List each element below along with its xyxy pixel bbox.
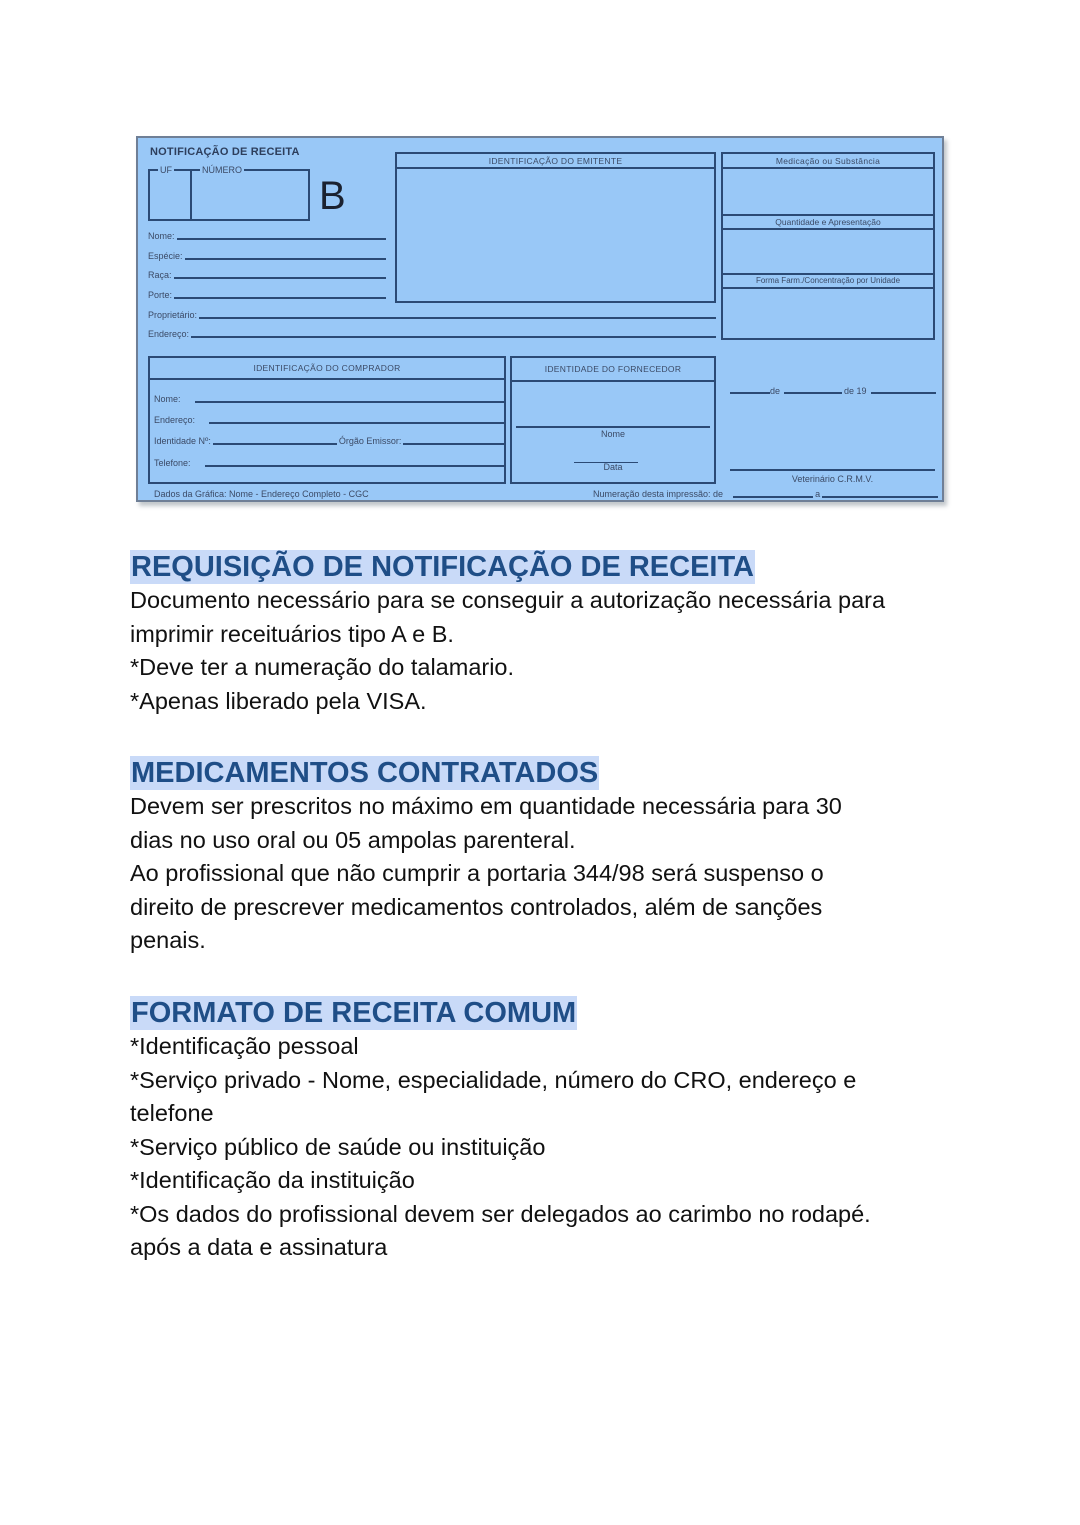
comprador-nome-label: Nome: [154,394,181,404]
fornecedor-header: IDENTIDADE DO FORNECEDOR [512,358,714,382]
date-line: de de 19 [730,386,936,396]
field-proprietario: Proprietário: [148,310,716,320]
fornecedor-box [510,356,716,484]
emitente-box [395,152,716,303]
footer-numeracao: Numeração desta impressão: de a [593,489,938,499]
field-raca: Raça: [148,270,386,280]
comprador-endereco-label: Endereço: [154,415,196,425]
field-porte: Porte: [148,290,386,300]
comprador-header: IDENTIFICAÇÃO DO COMPRADOR [150,358,504,380]
paragraph-line: imprimir receituários tipo A e B. [130,620,454,647]
field-endereco: Endereço: [148,329,716,339]
type-letter: B [319,174,346,218]
footer-grafica: Dados da Gráfica: Nome - Endereço Completo - CGC [154,489,369,499]
paragraph-line: direito de prescrever medicamentos controlados, além de sanções [130,893,823,920]
comprador-box [148,356,506,484]
section-medicamentos [130,756,960,958]
uf-numero-box [148,165,310,221]
paragraph-line: dias no uso oral ou 05 ampolas parenteral. [130,826,576,853]
paragraph-line: Devem ser prescritos no máximo em quantidade necessária para 30 [130,793,842,819]
paragraph-line: penais. [130,927,206,953]
paragraph-line: *Apenas liberado pela VISA. [130,687,427,714]
comprador-telefone-label: Telefone: [154,458,191,468]
medicacao-box [721,152,935,340]
section-formato [130,996,960,1265]
fornecedor-nome-label: Nome [600,429,625,439]
paragraph-line: *Identificação pessoal [130,1033,359,1059]
paragraph-line: *Deve ter a numeração do talamario. [130,654,515,680]
medicacao-header: Medicação ou Substância [723,154,933,169]
field-nome: Nome: [148,231,386,241]
quantidade-header: Quantidade e Apresentação [723,214,933,230]
notificacao-receita-image [136,136,944,502]
section-heading: MEDICAMENTOS CONTRATADOS [131,757,599,789]
uf-label: UF [160,165,172,175]
numero-label: NÚMERO [202,165,242,175]
paragraph-line: *Os dados do profissional devem ser delegados ao carimbo no rodapé. [130,1200,871,1227]
emitente-header: IDENTIFICAÇÃO DO EMITENTE [397,154,714,169]
field-especie: Espécie: [148,251,386,261]
paragraph-line: Documento necessário para se conseguir a autorização necessária para [130,587,886,613]
veterinario-label: Veterinário C.R.M.V. [791,474,874,484]
paragraph-line: *Identificação da instituição [130,1167,415,1193]
section-heading: REQUISIÇÃO DE NOTIFICAÇÃO DE RECEITA [131,551,754,583]
paragraph-line: Ao profissional que não cumprir a portaria 344/98 será suspenso o [130,860,824,886]
comprador-orgao-label: Órgão Emissor: [338,436,402,446]
section-requisicao [130,550,960,718]
section-heading: FORMATO DE RECEITA COMUM [131,997,577,1029]
comprador-identidade-label: Identidade Nº: [154,436,211,446]
paragraph-line: *Serviço público de saúde ou instituição [130,1133,546,1160]
paragraph-line: telefone [130,1100,214,1126]
fornecedor-data-label: Data [603,462,623,472]
form-title: NOTIFICAÇÃO DE RECEITA [150,146,300,158]
paragraph-line: após a data e assinatura [130,1234,388,1260]
paragraph-line: *Serviço privado - Nome, especialidade, número do CRO, endereço e [130,1066,857,1093]
forma-farm-header: Forma Farm./Concentração por Unidade [723,273,933,289]
